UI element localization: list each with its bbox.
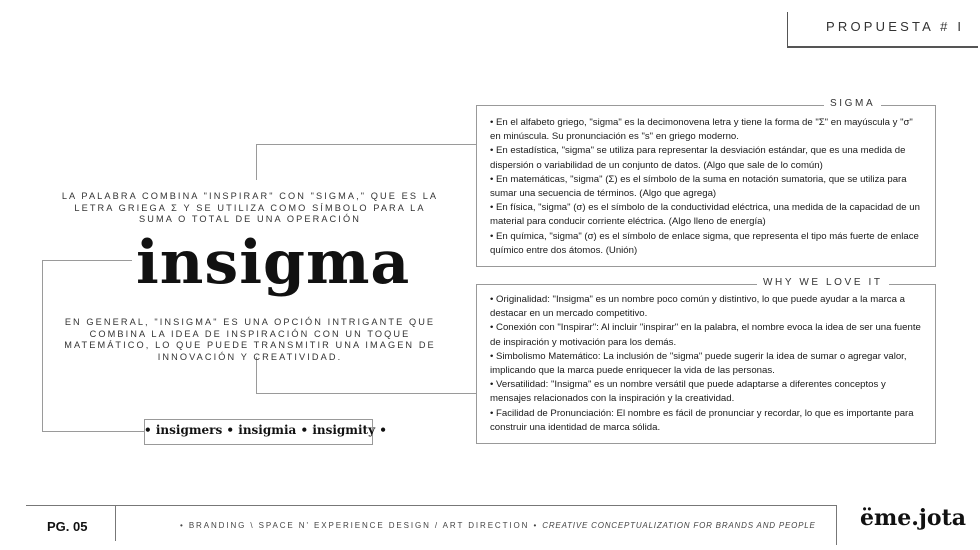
page-title: PROPUESTA # I xyxy=(826,19,965,34)
connector-bottom-horizontal xyxy=(256,393,476,394)
why-bullet: • Facilidad de Pronunciación: El nombre es fácil de pronunciar y recordar, lo que es importante para construir una identidad de marca sólida. xyxy=(490,407,914,433)
sigma-bullet: • En matemáticas, "sigma" (Σ) es el símbolo de la suma en notación sumatoria, que se utiliza para sumar una secuencia de términos. (Algo que agrega) xyxy=(490,173,907,200)
connector-left-top xyxy=(42,260,132,261)
connector-top-vertical xyxy=(256,144,257,180)
tagline-services: • BRANDING \ SPACE N' EXPERIENCE DESIGN / ART DIRECTION • xyxy=(180,521,539,530)
why-bullet: • Conexión con "Inspirar": Al incluir "inspirar" en la palabra, el nombre evoca la idea de ser una fuente de inspiración y motivación para los demás. xyxy=(490,322,921,348)
footer-right-divider xyxy=(836,505,837,545)
page-number: PG. 05 xyxy=(47,519,88,534)
sigma-bullet: • En química, "sigma" (σ) es el símbolo de enlace sigma, que representa el tipo más fuerte de enlace químico entre dos átomos. (Unión) xyxy=(490,230,919,256)
connector-top-horizontal xyxy=(256,144,476,145)
why-bullet: • Versatilidad: "Insigma" es un nombre versátil que puede adaptarse a diferentes conceptos y mensajes relacionados con la inspiración y la creatividad. xyxy=(490,379,886,405)
connector-left-vertical xyxy=(42,260,43,432)
sigma-title: SIGMA xyxy=(824,98,881,109)
description-text: EN GENERAL, "INSIGMA" ES UNA OPCIÓN INTRIGANTE QUE COMBINA LA IDEA DE INSPIRACIÓN CON UN TOQUE MATEMÁTICO, LO QUE PUEDE TRANSMITIR UNA IMAGEN DE INNOVACIÓN Y CREATIVIDAD. xyxy=(64,317,436,362)
why-title: WHY WE LOVE IT xyxy=(757,277,889,288)
sigma-bullet: • En física, "sigma" (σ) es el símbolo de la conductividad eléctrica, una medida de la capacidad de un material para conducir corriente eléctrica. (Algo lleno de energía) xyxy=(490,202,920,228)
why-bullets xyxy=(490,293,926,435)
footer-divider xyxy=(26,505,836,506)
intro-text: LA PALABRA COMBINA "INSPIRAR" CON "SIGMA," QUE ES LA LETRA GRIEGA Σ Y SE UTILIZA COMO SÍMBOLO PARA LA SUMA O TOTAL DE UNA OPERACIÓN xyxy=(61,191,439,224)
sigma-bullets xyxy=(490,116,926,258)
name-variants: • insigmers • insigmia • insigmity • xyxy=(144,423,387,437)
sigma-bullet: • En el alfabeto griego, "sigma" es la decimonovena letra y tiene la forma de "Σ" en mayúscula y "σ" en minúscula. Su pronunciación es "s" en griego moderno. xyxy=(490,117,913,143)
connector-left-bottom xyxy=(42,431,144,432)
why-bullet: • Originalidad: "Insigma" es un nombre poco común y distintivo, lo que puede ayudar a la marca a destacar en un mercado competitivo. xyxy=(490,294,905,320)
why-bullet: • Simbolismo Matemático: La inclusión de "sigma" puede sugerir la idea de sumar o agregar valor, implicando que la marca puede enriquecer la vida de las personas. xyxy=(490,350,907,377)
insigma-logo: insigma xyxy=(136,228,411,298)
tagline-italic: CREATIVE CONCEPTUALIZATION FOR BRANDS AND PEOPLE xyxy=(542,521,816,530)
brand-logo: ëme.jota xyxy=(860,505,966,531)
sigma-bullet: • En estadística, "sigma" se utiliza para representar la desviación estándar, que es una medida de dispersión o variabilidad de un conjunto de datos. (Algo que sale de lo común) xyxy=(490,145,906,171)
footer-separator xyxy=(115,505,116,541)
footer-tagline xyxy=(180,521,816,530)
